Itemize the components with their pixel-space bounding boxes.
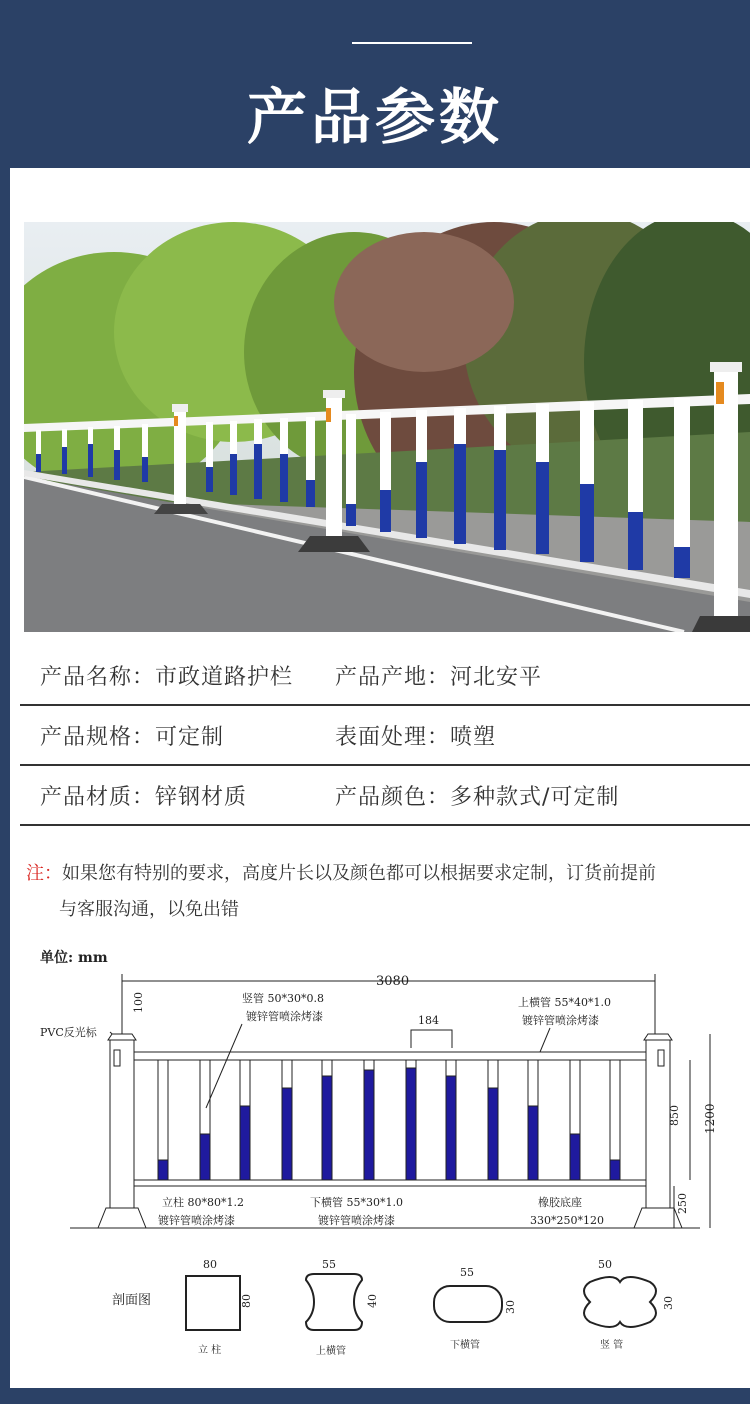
note-label: 注： [26, 863, 62, 884]
spacing-label: 184 [418, 1014, 439, 1027]
params-table [20, 646, 750, 826]
note-line-1: 如果您有特别的要求，高度片长以及颜色都可以根据要求定制，订货前提前 [62, 863, 656, 884]
height-250-label: 250 [676, 1193, 689, 1214]
params-row [20, 646, 750, 706]
unit-label: 单位: mm [40, 950, 108, 966]
note-line-2: 与客服沟通，以免出错 [59, 899, 239, 920]
post-top-label: 100 [132, 992, 145, 1013]
section-bottom-rail-name: 下横管 [450, 1340, 480, 1351]
top-rail-label: 上横管 55*40*1.0 [518, 996, 611, 1009]
product-spec: 产品规格：可定制 [40, 724, 225, 750]
section-vertical-height: 30 [662, 1296, 675, 1310]
base-label: 橡胶底座 [538, 1196, 582, 1209]
surface-treatment: 表面处理：喷塑 [335, 724, 497, 750]
post-coating: 镀锌管喷涂烤漆 [158, 1214, 235, 1227]
product-origin: 产品产地：河北安平 [335, 664, 543, 690]
page-title: 产品参数 [247, 83, 503, 153]
section-post-width: 80 [203, 1258, 217, 1271]
section-top-rail-width: 55 [322, 1258, 336, 1271]
technical-drawing [10, 928, 750, 1368]
content-card [10, 168, 750, 1388]
section-post-height: 80 [240, 1294, 253, 1308]
custom-note [26, 856, 738, 928]
params-row [20, 706, 750, 766]
section-vertical-name: 竖 管 [600, 1340, 624, 1351]
params-row [20, 766, 750, 826]
total-width-label: 3080 [376, 974, 410, 989]
page-header [0, 0, 750, 168]
pvc-label: PVC反光标 [40, 1026, 97, 1039]
product-photo [24, 222, 750, 632]
vertical-tube-coating: 镀锌管喷涂烤漆 [246, 1010, 323, 1023]
height-850-label: 850 [668, 1105, 681, 1126]
header-divider [352, 42, 472, 44]
bottom-rail-coating: 镀锌管喷涂烤漆 [318, 1214, 395, 1227]
section-title: 剖面图 [112, 1293, 152, 1308]
section-post-name: 立 柱 [198, 1345, 222, 1356]
product-color: 产品颜色：多种款式/可定制 [335, 784, 620, 810]
product-name: 产品名称：市政道路护栏 [40, 664, 294, 690]
vertical-tube-label: 竖管 50*30*0.8 [242, 992, 324, 1005]
section-bottom-rail-height: 30 [504, 1300, 517, 1314]
section-vertical-width: 50 [598, 1258, 612, 1271]
bottom-rail-label: 下横管 55*30*1.0 [310, 1196, 403, 1209]
base-size-label: 330*250*120 [530, 1214, 604, 1227]
height-1200-label: 1200 [703, 1103, 717, 1134]
post-label: 立柱 80*80*1.2 [162, 1196, 244, 1209]
section-top-rail-height: 40 [366, 1294, 379, 1308]
section-bottom-rail-width: 55 [460, 1266, 474, 1279]
product-material: 产品材质：锌钢材质 [40, 784, 248, 810]
top-rail-coating: 镀锌管喷涂烤漆 [522, 1014, 599, 1027]
section-top-rail-name: 上横管 [316, 1346, 346, 1357]
